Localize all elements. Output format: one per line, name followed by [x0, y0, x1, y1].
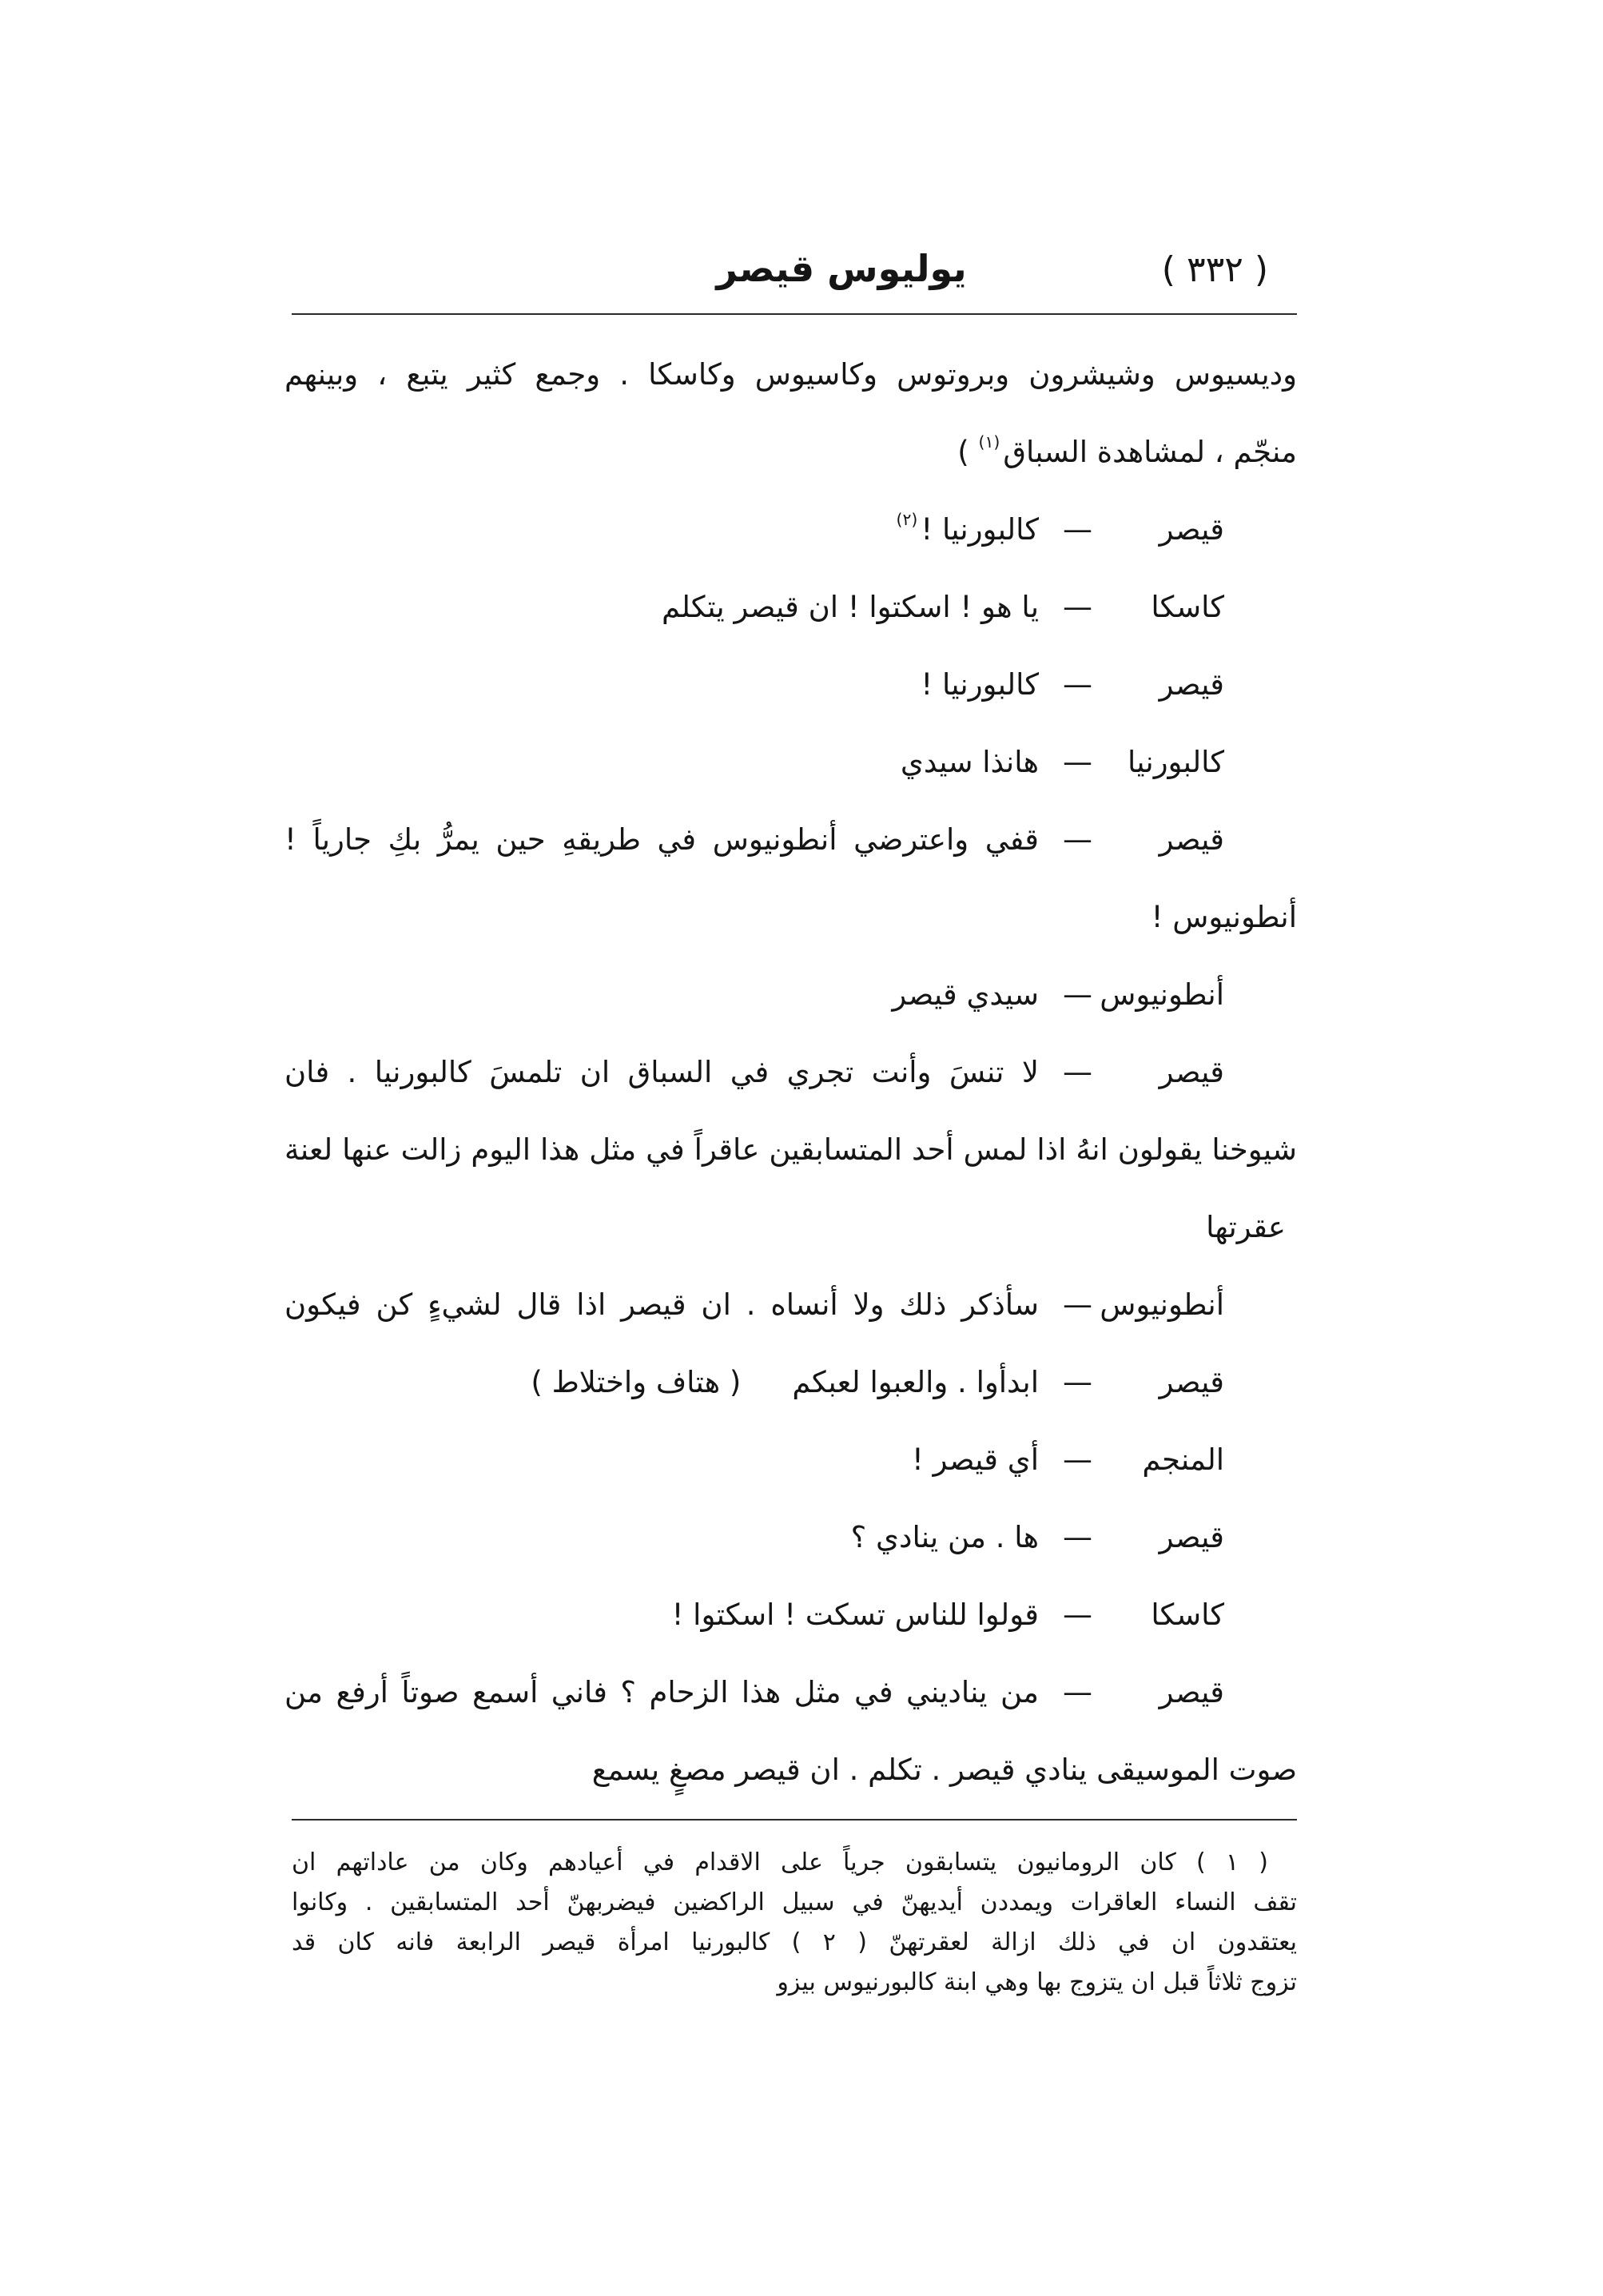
header-rule: [292, 313, 1297, 315]
speech: [284, 1576, 1039, 1653]
footnote-line: تقف النساء العاقرات ويمددن أيديهنّ في سبيل الراكضين فيضربهنّ أحد المتسابقين . وكانوا: [292, 1888, 1297, 1916]
speech: [792, 1343, 1039, 1421]
speaker-name: أنطونيوس: [1100, 1287, 1224, 1322]
footnotes: [292, 1843, 1297, 2003]
dialogue-line: [284, 1266, 1297, 1343]
continuation-line: [284, 1731, 1297, 1809]
continuation-line: [284, 1188, 1297, 1266]
speaker-name: المنجم: [1142, 1442, 1224, 1477]
line-text: عقرتها: [1206, 1210, 1286, 1244]
footnote-line: ( ١ ) كان الرومانيون يتسابقون جرياً على الاقدام في أعيادهم وكان من عاداتهم ان: [292, 1848, 1268, 1876]
dialogue-line: [284, 568, 1297, 646]
dash: —: [1063, 745, 1092, 779]
speech-text: هانذا سيدي: [900, 745, 1039, 779]
footnote-line: تزوج ثلاثاً قبل ان يتزوج بها وهي ابنة كالبورنيوس بيزو: [777, 1968, 1297, 1996]
dialogue-line: [284, 956, 1297, 1033]
speaker-name: قيصر: [1159, 1675, 1224, 1709]
footnote-line: يعتقدون ان في ذلك ازالة لعقرتهنّ ( ٢ ) كالبورنيا امرأة قيصر الرابعة فانه كان قد: [292, 1928, 1297, 1956]
speaker-name: قيصر: [1159, 667, 1224, 702]
speech: [284, 568, 1039, 646]
speaker-name: كالبورنيا: [1127, 745, 1224, 779]
speech-text: أي قيصر !: [912, 1442, 1039, 1477]
speech: [284, 956, 1039, 1033]
dialogue-line: [284, 801, 1297, 878]
dash: —: [1063, 977, 1092, 1012]
stage-direction-line: [284, 413, 1297, 491]
stage-direction-line: [284, 336, 1297, 413]
dash: —: [1063, 512, 1092, 547]
footnote-rule: [292, 1819, 1297, 1820]
dialogue-line: [284, 1653, 1297, 1731]
speaker-name: كاسكا: [1151, 590, 1224, 624]
speaker-name: أنطونيوس: [1100, 977, 1224, 1012]
dialogue-line: [284, 1033, 1297, 1111]
dialogue-line: [284, 646, 1297, 723]
dash: —: [1063, 667, 1092, 702]
dash: —: [1063, 1365, 1092, 1399]
stage-direction: ( هتاف واختلاط ): [531, 1365, 742, 1399]
dash: —: [1063, 1675, 1092, 1709]
dash: —: [1063, 1598, 1092, 1632]
speech-text: ابدأوا . والعبوا لعبكم: [792, 1365, 1039, 1399]
speech-text: سأذكر ذلك ولا أنساه . ان قيصر اذا قال لشيءٍ كن فيكون: [284, 1287, 1039, 1322]
footnote-ref-1: (١): [978, 432, 1000, 452]
dialogue-line: [284, 1576, 1297, 1653]
footnote-ref-2: (٢): [896, 509, 918, 529]
speaker-name: قيصر: [1159, 1520, 1224, 1554]
speech: [284, 723, 1039, 801]
speech: [284, 491, 1039, 568]
speech-text: قفي واعترضي أنطونيوس في طريقهِ حين يمرُّ بكِ جارياً !: [284, 822, 1039, 857]
dialogue-line: [284, 1343, 1297, 1421]
line-text: أنطونيوس !: [1151, 900, 1297, 934]
speech: [284, 1033, 1039, 1111]
speech: [284, 1498, 1039, 1576]
speaker-name: قيصر: [1159, 1365, 1224, 1399]
line-text: منجّم ، لمشاهدة السباق: [1003, 435, 1297, 469]
dialogue-line: [284, 1498, 1297, 1576]
continuation-line: [284, 1111, 1297, 1188]
speech: [284, 1421, 1039, 1498]
speech-text: كالبورنيا !: [921, 512, 1039, 547]
speech: [284, 646, 1039, 723]
speech-text: سيدي قيصر: [892, 977, 1039, 1012]
line-text: شيوخنا يقولون انهُ اذا لمس أحد المتسابقين عاقراً في مثل هذا اليوم زالت عنها لعنة: [284, 1132, 1297, 1167]
speech-text: يا هو ! اسكتوا ! ان قيصر يتكلم: [661, 590, 1039, 624]
dash: —: [1063, 590, 1092, 624]
speech-text: من يناديني في مثل هذا الزحام ؟ فاني أسمع صوتاً أرفع من: [284, 1675, 1039, 1709]
dialogue-line: [284, 491, 1297, 568]
line-text: صوت الموسيقى ينادي قيصر . تكلم . ان قيصر مصغٍ يسمع: [591, 1753, 1297, 1787]
speech-text: لا تنسَ وأنت تجري في السباق ان تلمسَ كالبورنيا . فان: [284, 1055, 1039, 1089]
dialogue-line: [284, 1421, 1297, 1498]
speech: [284, 1266, 1039, 1343]
speaker-name: قيصر: [1159, 512, 1224, 547]
play-text: [284, 336, 1297, 1809]
speech-text: كالبورنيا !: [921, 667, 1039, 702]
speech: [284, 1653, 1039, 1731]
dash: —: [1063, 1287, 1092, 1322]
dash: —: [1063, 822, 1092, 857]
dash: —: [1063, 1442, 1092, 1477]
closing-paren: ): [957, 435, 979, 469]
dash: —: [1063, 1520, 1092, 1554]
speaker-name: كاسكا: [1151, 1598, 1224, 1632]
speech-text: قولوا للناس تسكت ! اسكتوا !: [671, 1598, 1039, 1632]
speaker-name: قيصر: [1159, 822, 1224, 857]
running-title: يوليوس قيصر: [716, 247, 967, 290]
dash: —: [1063, 1055, 1092, 1089]
line-text: وديسيوس وشيشرون وبروتوس وكاسيوس وكاسكا . وجمع كثير يتبع ، وبينهم: [284, 357, 1297, 392]
continuation-line: [284, 878, 1297, 956]
dialogue-line: [284, 723, 1297, 801]
speech-text: ها . من ينادي ؟: [850, 1520, 1039, 1554]
speech: [284, 801, 1039, 878]
speaker-name: قيصر: [1159, 1055, 1224, 1089]
page-number: ( ٣٣٢ ): [1161, 249, 1268, 290]
